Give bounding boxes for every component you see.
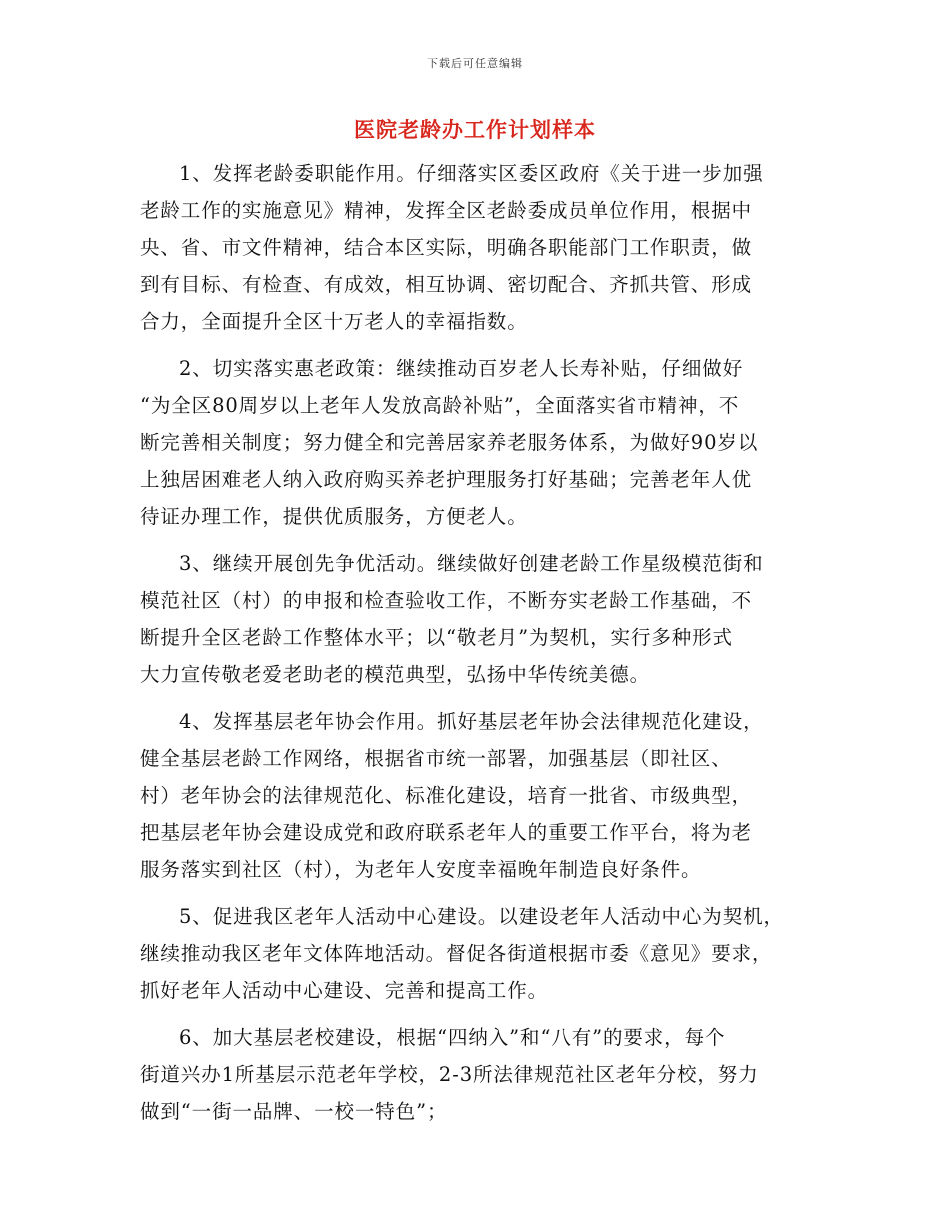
header-note: 下载后可任意编辑 (427, 57, 523, 70)
document-title: 医院老龄办工作计划样本 (354, 117, 596, 142)
text-line: 央、省、市文件精神，结合本区实际，明确各职能部门工作职责，做 (140, 236, 753, 259)
text-line: 街道兴办1所基层示范老年学校，2-3所法律规范社区老年分校，努力 (140, 1063, 759, 1086)
text-line: 继续推动我区老年文体阵地活动。督促各街道根据市委《意见》要求， (140, 942, 773, 965)
text-line: 待证办理工作，提供优质服务，方便老人。 (140, 505, 528, 528)
paragraph-3 (140, 545, 820, 693)
paragraph-5 (140, 898, 820, 1009)
text-line: 上独居困难老人纳入政府购买养老护理服务打好基础；完善老年人优 (140, 468, 753, 491)
text-line: 断提升全区老龄工作整体水平；以“敬老月”为契机，实行多种形式 (140, 626, 733, 649)
paragraph-6 (140, 1019, 820, 1130)
text-line: 断完善相关制度；努力健全和完善居家养老服务体系，为做好90岁以 (140, 431, 759, 454)
paragraph-1 (140, 155, 820, 340)
text-line: 4、发挥基层老年协会作用。抓好基层老年协会法律规范化建设， (179, 710, 764, 733)
text-line: 大力宣传敬老爱老助老的模范典型，弘扬中华传统美德。 (140, 663, 651, 686)
text-line: 模范社区（村）的申报和检查验收工作，不断夯实老龄工作基础，不 (140, 589, 753, 612)
text-line: 服务落实到社区（村），为老年人安度幸福晚年制造良好条件。 (140, 858, 702, 881)
text-line: 做到“一街一品牌、一校一特色”； (140, 1100, 448, 1123)
text-line: 合力，全面提升全区十万老人的幸福指数。 (140, 310, 528, 333)
text-line: 抓好老年人活动中心建设、完善和提高工作。 (140, 979, 549, 1002)
text-line: 1、发挥老龄委职能作用。仔细落实区委区政府《关于进一步加强 (179, 162, 764, 185)
text-line: 到有目标、有检查、有成效，相互协调、密切配合、齐抓共管、形成 (140, 273, 753, 296)
text-line: 6、加大基层老校建设，根据“四纳入”和“八有”的要求，每个 (179, 1026, 726, 1049)
text-line: 老龄工作的实施意见》精神，发挥全区老龄委成员单位作用，根据中 (140, 199, 753, 222)
text-line: 5、促进我区老年人活动中心建设。以建设老年人活动中心为契机， (179, 905, 784, 928)
paragraph-4 (140, 703, 820, 888)
text-line: 2、切实落实惠老政策：继续推动百岁老人长寿补贴，仔细做好 (179, 357, 744, 380)
paragraph-2 (140, 350, 820, 535)
text-line: 村）老年协会的法律规范化、标准化建设，培育一批省、市级典型， (140, 784, 753, 807)
text-line: 把基层老年协会建设成党和政府联系老年人的重要工作平台，将为老 (140, 821, 753, 844)
text-line: 3、继续开展创先争优活动。继续做好创建老龄工作星级模范街和 (179, 552, 764, 575)
text-line: “为全区80周岁以上老年人发放高龄补贴”，全面落实省市精神，不 (140, 394, 740, 417)
text-line: 健全基层老龄工作网络，根据省市统一部署，加强基层（即社区、 (140, 747, 732, 770)
document-body (140, 155, 820, 1140)
